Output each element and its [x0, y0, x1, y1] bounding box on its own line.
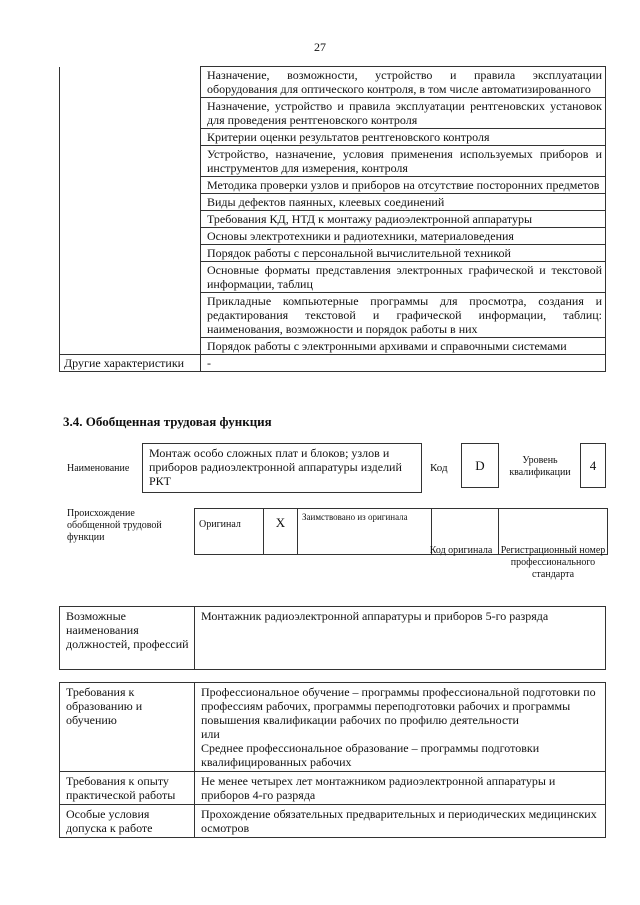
requirements-table: [59, 682, 606, 838]
other-characteristics-label: Другие характеристики: [60, 355, 201, 372]
knowledge-item: Прикладные компьютерные программы для просмотра, создания и редактирования текстовой и графической информации, таблиц: наименования, возможности и порядок работы в них: [201, 293, 606, 338]
knowledge-row: [60, 228, 606, 245]
requirement-row: [60, 683, 606, 772]
knowledge-row: [60, 129, 606, 146]
requirement-line: Не менее четырех лет монтажником радиоэлектронной аппаратуры и приборов 4-го разряда: [201, 774, 556, 802]
qualification-level: 4: [580, 443, 606, 488]
knowledge-label-cell: [60, 194, 201, 211]
requirement-line: Среднее профессиональное образование – программы подготовки квалифицированных рабочих: [201, 741, 540, 769]
other-characteristics-value: -: [201, 355, 606, 372]
knowledge-label-cell: [60, 293, 201, 338]
knowledge-item: Порядок работы с электронными архивами и справочными системами: [201, 338, 606, 355]
registration-caption: Регистрационный номер профессионального стандарта: [500, 545, 606, 580]
requirement-value: [195, 772, 606, 805]
knowledge-row: [60, 338, 606, 355]
requirement-label: Требования к опыту практической работы: [60, 772, 195, 805]
origin-label: Происхождение обобщенной трудовой функции: [67, 508, 162, 543]
knowledge-row: [60, 98, 606, 129]
knowledge-item: Назначение, возможности, устройство и правила эксплуатации оборудования для оптического контроля, в том числе автоматизированного: [201, 67, 606, 98]
knowledge-label-cell: [60, 338, 201, 355]
knowledge-label-cell: [60, 67, 201, 98]
code-caption: Код оригинала: [429, 545, 493, 556]
knowledge-item: Назначение, устройство и правила эксплуатации рентгеновских установок для проведения рентгеновского контроля: [201, 98, 606, 129]
positions-label: Возможные наименования должностей, профессий: [60, 607, 195, 670]
knowledge-item: Устройство, назначение, условия применения используемых приборов и инструментов для измерения, контроля: [201, 146, 606, 177]
requirement-line: Профессиональное обучение – программы профессиональной подготовки по профессиям рабочих, программы переподготовки рабочих и программы повышения квалификации рабочих по профилю деятельности: [201, 685, 596, 727]
knowledge-item: Основные форматы представления электронных графической и текстовой информации, таблиц: [201, 262, 606, 293]
knowledge-item: Порядок работы с персональной вычислительной техникой: [201, 245, 606, 262]
knowledge-label-cell: [60, 211, 201, 228]
knowledge-item: Виды дефектов паянных, клеевых соединений: [201, 194, 606, 211]
positions-table: [59, 606, 606, 670]
knowledge-row: [60, 194, 606, 211]
knowledge-row: [60, 146, 606, 177]
borrowed-label: Заимствовано из оригинала: [298, 509, 432, 555]
knowledge-row: [60, 211, 606, 228]
knowledge-row: [60, 293, 606, 338]
knowledge-item: Основы электротехники и радиотехники, материаловедения: [201, 228, 606, 245]
section-title: 3.4. Обобщенная трудовая функция: [63, 414, 272, 429]
requirement-label: Особые условия допуска к работе: [60, 805, 195, 838]
code-label: Код: [430, 462, 448, 474]
requirement-line: Прохождение обязательных предварительных и периодических медицинских осмотров: [201, 807, 597, 835]
knowledge-label-cell: [60, 245, 201, 262]
name-label: Наименование: [67, 463, 130, 474]
requirement-line: или: [201, 727, 220, 741]
knowledge-label-cell: [60, 98, 201, 129]
function-code: D: [461, 443, 499, 488]
requirement-value: [195, 805, 606, 838]
knowledge-table: [59, 66, 606, 372]
requirement-row: [60, 805, 606, 838]
requirement-row: [60, 772, 606, 805]
knowledge-row: [60, 262, 606, 293]
knowledge-row: [60, 177, 606, 194]
knowledge-item: Критерии оценки результатов рентгеновского контроля: [201, 129, 606, 146]
level-label: Уровень квалификации: [509, 455, 571, 478]
knowledge-label-cell: [60, 146, 201, 177]
positions-value: Монтажник радиоэлектронной аппаратуры и приборов 5-го разряда: [195, 607, 606, 670]
knowledge-label-cell: [60, 228, 201, 245]
requirement-label: Требования к образованию и обучению: [60, 683, 195, 772]
knowledge-item: Методика проверки узлов и приборов на отсутствие посторонних предметов: [201, 177, 606, 194]
knowledge-label-cell: [60, 129, 201, 146]
function-name: Монтаж особо сложных плат и блоков; узлов и приборов радиоэлектронной аппаратуры изделий РКТ: [142, 443, 422, 493]
knowledge-item: Требования КД, НТД к монтажу радиоэлектронной аппаратуры: [201, 211, 606, 228]
knowledge-row: [60, 67, 606, 98]
knowledge-row: [60, 245, 606, 262]
knowledge-label-cell: [60, 177, 201, 194]
original-label: Оригинал: [195, 509, 264, 555]
other-characteristics-row: [60, 355, 606, 372]
knowledge-label-cell: [60, 262, 201, 293]
original-mark: X: [264, 509, 298, 555]
requirement-value: [195, 683, 606, 772]
page-number: 27: [314, 40, 326, 54]
